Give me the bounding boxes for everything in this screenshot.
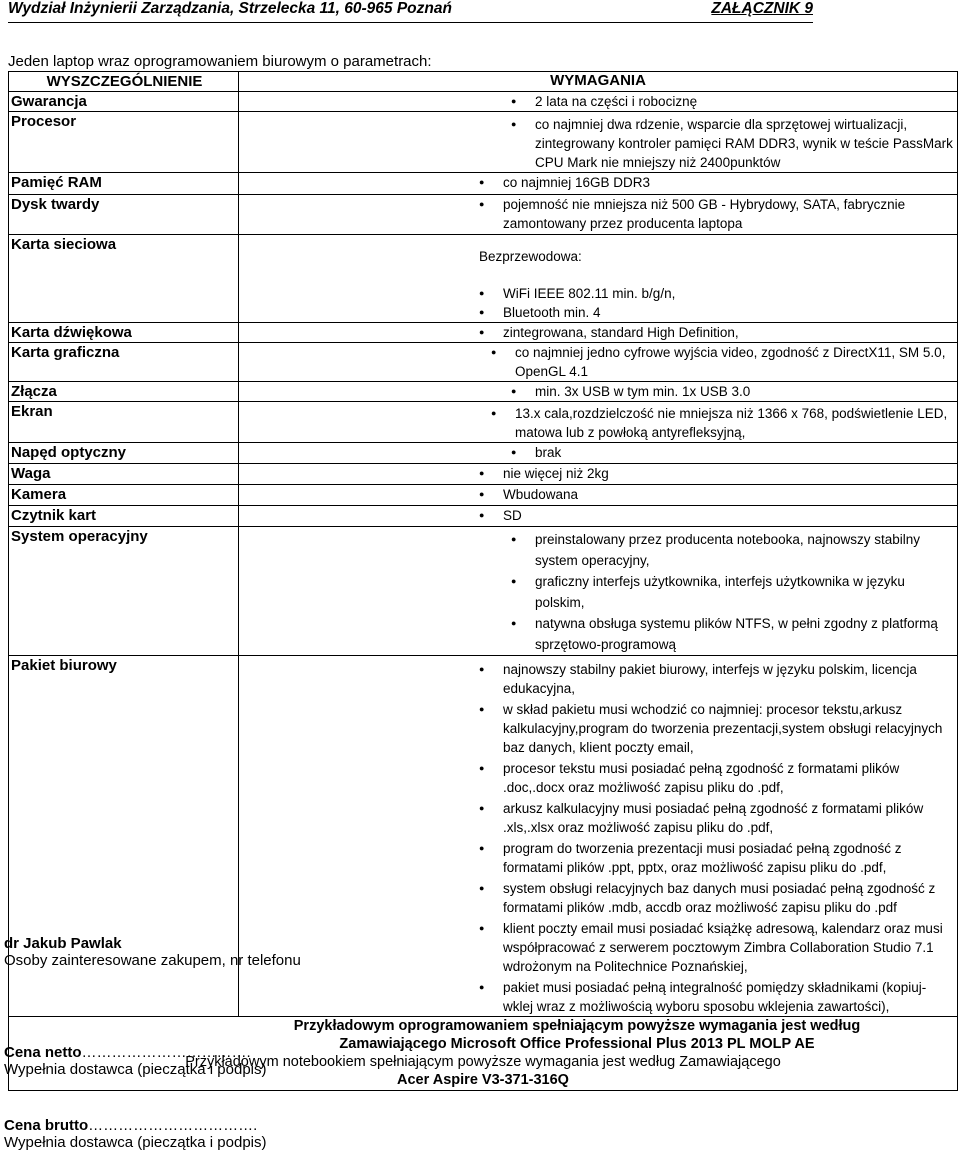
req-office-2: ● w skład pakietu musi wchodzić co najmniej: procesor tekstu,arkusz kalkulacyjny,program do tworzenia prezentacji,system obsługi relacyjnych baz danych, klient poczty email, xyxy=(503,700,951,757)
req-processor: ● co najmniej dwa rdzenie, wsparcie dla sprzętowej wirtualizacji, zintegrowany kontroler pamięci RAM DDR3, wynik w teście PassMark CPU Mark nie mniejszy niż 2400punktów xyxy=(535,115,957,172)
req-screen: ● 13.x cala,rozdzielczość nie mniejsza niż 1366 x 768, podświetlenie LED, matowa lub z powłoką antyrefleksyjną, xyxy=(515,404,957,442)
row-name-camera: Kamera xyxy=(9,485,239,506)
intro-text: Jeden laptop wraz oprogramowaniem biurowym o parametrach: xyxy=(8,53,432,70)
req-os-2: ● graficzny interfejs użytkownika, interfejs użytkownika w języku polskim, xyxy=(535,571,957,613)
row-name-disk: Dysk twardy xyxy=(9,195,239,235)
row-name-graphics: Karta graficzna xyxy=(9,343,239,382)
req-office-7: ● klient poczty email musi posiadać książkę adresową, kalendarz oraz musi współpracować z serwerem pocztowym Zimbra Collaboration Studio 7.1 wdrożonym na Politechnice Poznańskiej, xyxy=(503,919,951,976)
row-name-ram: Pamięć RAM xyxy=(9,173,239,195)
table-row xyxy=(9,527,958,656)
row-name-warranty: Gwarancja xyxy=(9,92,239,112)
table-row xyxy=(9,112,958,173)
gross-price-note: Wypełnia dostawca (pieczątka i podpis) xyxy=(4,1134,267,1151)
net-price-block xyxy=(4,1044,267,1078)
row-name-card-reader: Czytnik kart xyxy=(9,506,239,527)
table-row xyxy=(9,195,958,235)
gross-price-block xyxy=(4,1117,267,1151)
row-name-screen: Ekran xyxy=(9,402,239,443)
net-price-label: Cena netto xyxy=(4,1044,82,1061)
req-office-8: ● pakiet musi posiadać pełną integralność pomiędzy składnikami (kopiuj-wklej wraz z możliwością wyboru sposobu wklejenia zawartości), xyxy=(503,978,951,1016)
row-name-weight: Waga xyxy=(9,464,239,485)
row-name-optical: Napęd optyczny xyxy=(9,443,239,464)
table-row xyxy=(9,506,958,527)
col-header-spec: WYSZCZEGÓLNIENIE xyxy=(9,72,239,92)
req-os-3: ● natywna obsługa systemu plików NTFS, w pełni zgodny z platformą sprzętowo-programową xyxy=(535,613,957,655)
notebook-example-note: Przykładowym notebookiem spełniającym powyższe wymagania jest według Zamawiającego xyxy=(185,1054,781,1070)
req-ports: ● min. 3x USB w tym min. 1x USB 3.0 xyxy=(535,382,957,401)
req-office-6: ● system obsługi relacyjnych baz danych musi posiadać pełną zgodność z formatami plików .mdb, accdb oraz możliwość zapisu pliku do .pdf xyxy=(503,879,951,917)
contact-block xyxy=(4,935,301,969)
page-header xyxy=(8,0,813,23)
table-row xyxy=(9,382,958,402)
req-ram: ● co najmniej 16GB DDR3 xyxy=(503,173,957,192)
req-os-1: ● preinstalowany przez producenta notebooka, najnowszy stabilny system operacyjny, xyxy=(535,529,957,571)
req-office-3: ● procesor tekstu musi posiadać pełną zgodność z formatami plików .doc,.docx oraz możliwość zapisu pliku do .pdf, xyxy=(503,759,951,797)
req-office-4: ● arkusz kalkulacyjny musi posiadać pełną zgodność z formatami plików .xls,.xlsx oraz możliwość zapisu pliku do .pdf, xyxy=(503,799,951,837)
table-row xyxy=(9,343,958,382)
header-institution: Wydział Inżynierii Zarządzania, Strzelecka 11, 60-965 Poznań xyxy=(8,0,452,17)
row-name-os: System operacyjny xyxy=(9,527,239,656)
office-example-note: Przykładowym oprogramowaniem spełniającym powyższe wymagania jest według Zamawiającego Microsoft Office Professional Plus 2013 PL MOLP AE xyxy=(293,1018,861,1052)
req-optical: ● brak xyxy=(535,443,957,462)
req-office-5: ● program do tworzenia prezentacji musi posiadać pełną zgodność z formatami plików .ppt, pptx, oraz możliwość zapisu pliku do .pdf, xyxy=(503,839,951,877)
notebook-example-model: Acer Aspire V3-371-316Q xyxy=(397,1072,569,1088)
req-warranty: ● 2 lata na części i robociznę xyxy=(535,92,957,111)
table-row xyxy=(9,443,958,464)
table-row xyxy=(9,464,958,485)
gross-price-field[interactable]: ……………………………. xyxy=(88,1117,258,1134)
req-card-reader: ● SD xyxy=(503,506,957,525)
req-network-intro: Bezprzewodowa: xyxy=(479,249,582,264)
table-row xyxy=(9,323,958,343)
header-attachment-number: ZAŁĄCZNIK 9 xyxy=(711,0,813,17)
table-row xyxy=(9,235,958,323)
row-name-network: Karta sieciowa xyxy=(9,235,239,323)
net-price-note: Wypełnia dostawca (pieczątka i podpis) xyxy=(4,1061,267,1078)
gross-price-label: Cena brutto xyxy=(4,1117,89,1134)
req-network-wifi: ● WiFi IEEE 802.11 min. b/g/n, xyxy=(503,284,957,303)
req-graphics: ● co najmniej jedno cyfrowe wyjścia video, zgodność z DirectX11, SM 5.0, OpenGL 4.1 xyxy=(515,343,957,381)
row-name-ports: Złącza xyxy=(9,382,239,402)
req-network-bluetooth: ● Bluetooth min. 4 xyxy=(503,303,957,322)
table-row xyxy=(9,92,958,112)
req-sound: ● zintegrowana, standard High Definition, xyxy=(503,323,957,342)
col-header-requirements: WYMAGANIA xyxy=(239,72,958,92)
row-name-processor: Procesor xyxy=(9,112,239,173)
req-office-1: ● najnowszy stabilny pakiet biurowy, interfejs w języku polskim, licencja edukacyjna, xyxy=(503,660,951,698)
table-row xyxy=(9,402,958,443)
req-disk: ● pojemność nie mniejsza niż 500 GB - Hybrydowy, SATA, fabrycznie zamontowany przez producenta laptopa xyxy=(503,195,957,233)
row-name-sound: Karta dźwiękowa xyxy=(9,323,239,343)
row-name-office: Pakiet biurowy xyxy=(9,656,239,1017)
contact-line: Osoby zainteresowane zakupem, nr telefonu xyxy=(4,952,301,969)
table-row xyxy=(9,485,958,506)
net-price-field[interactable]: ……………………………. xyxy=(81,1044,251,1061)
table-row xyxy=(9,173,958,195)
req-weight: ● nie więcej niż 2kg xyxy=(503,464,957,483)
req-camera: ● Wbudowana xyxy=(503,485,957,504)
contact-name: dr Jakub Pawlak xyxy=(4,935,122,952)
